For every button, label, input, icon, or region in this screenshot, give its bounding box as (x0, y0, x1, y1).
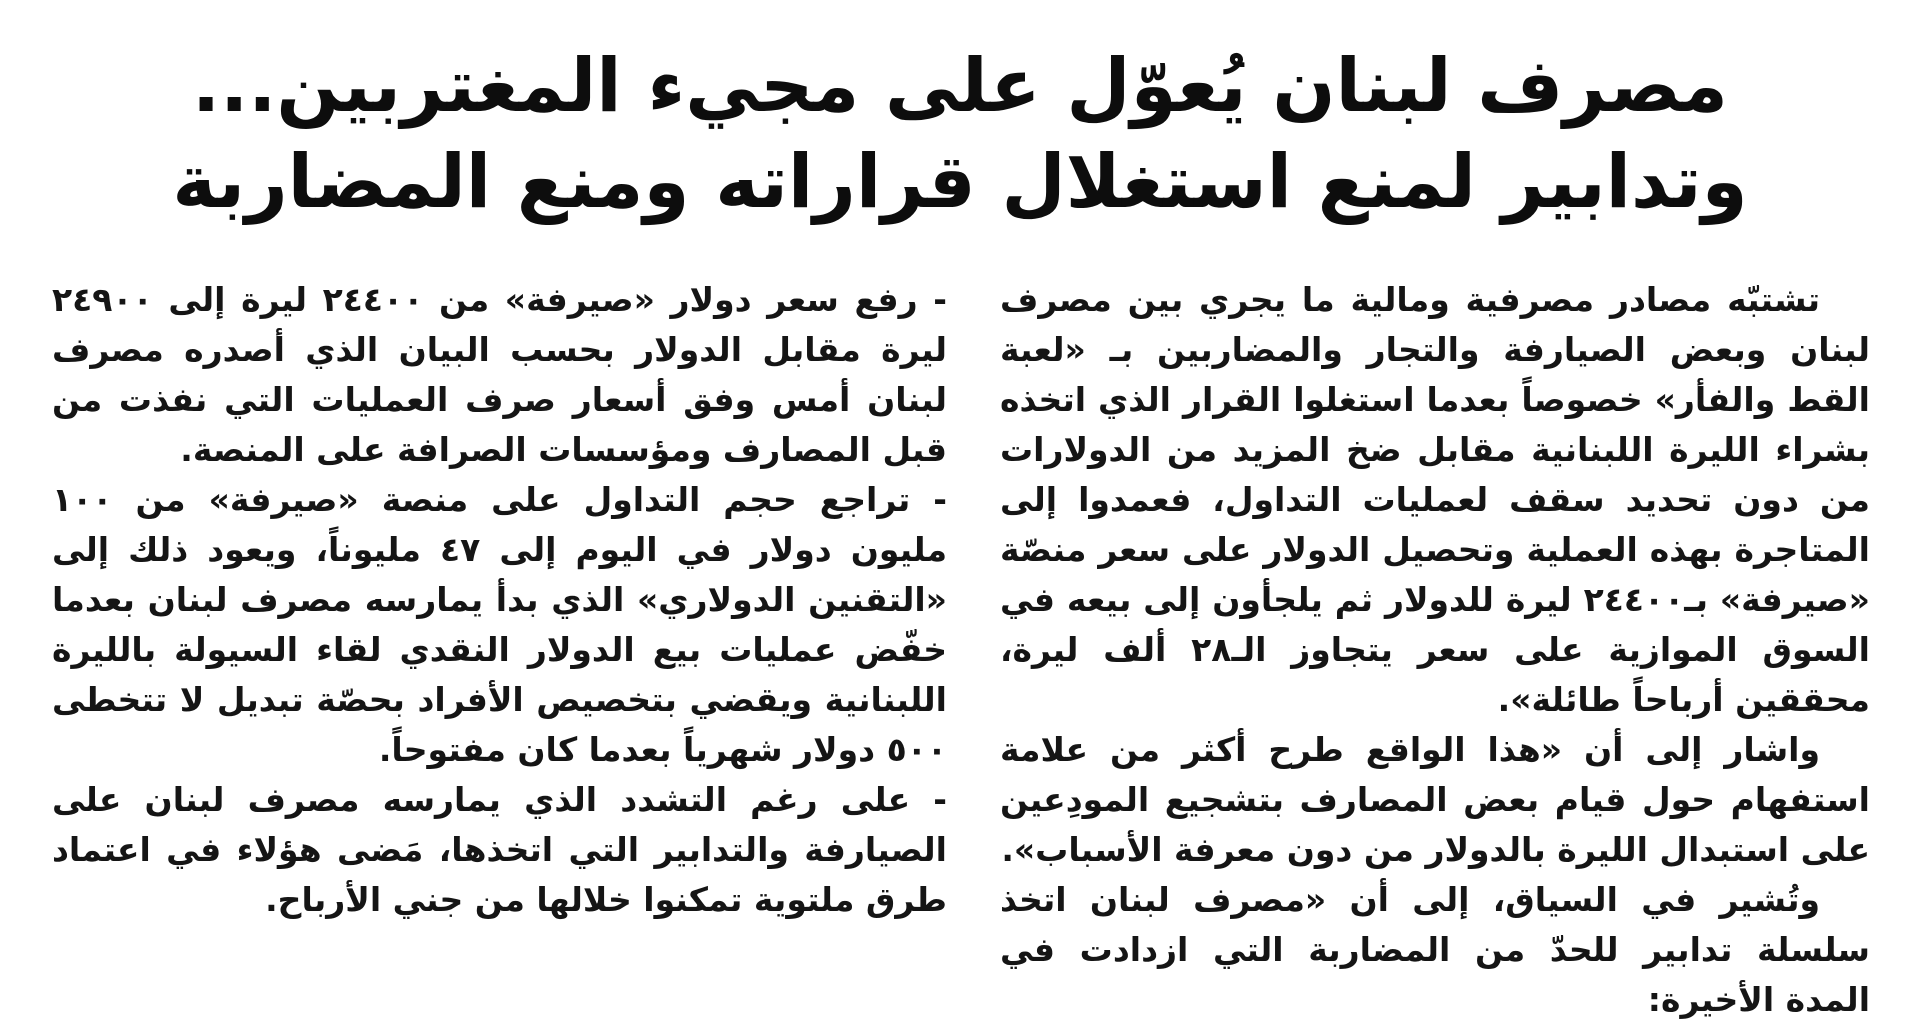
article-paragraph: وتُشير في السياق، إلى أن «مصرف لبنان اتخذ سلسلة تدابير للحدّ من المضاربة التي ازدادت في المدة الأخيرة: (1000, 880, 1870, 1019)
article-column-right (1000, 275, 1870, 1025)
headline-line-1: مصرف لبنان يُعوّل على مجيء المغتربين... (191, 43, 1728, 129)
article-paragraph: واشار إلى أن «هذا الواقع طرح أكثر من علامة استفهام حول قيام بعض المصارف بتشجيع المودِعين على استبدال الليرة بالدولار من دون معرفة الأسباب». (1000, 730, 1870, 869)
headline-line-2: وتدابير لمنع استغلال قراراته ومنع المضاربة (172, 139, 1748, 225)
article-list-item: - رفع سعر دولار «صيرفة» من ٢٤٤٠٠ ليرة إلى ٢٤٩٠٠ ليرة مقابل الدولار بحسب البيان الذي أصدره مصرف لبنان أمس وفق أسعار صرف العمليات التي نفذت من قبل المصارف ومؤسسات الصرافة على المنصة. (52, 280, 947, 469)
headline (60, 38, 1860, 230)
article-list-item: - على رغم التشدد الذي يمارسه مصرف لبنان على الصيارفة والتدابير التي اتخذها، مَضى هؤلاء في اعتماد طرق ملتوية تمكنوا خلالها من جني الأرباح. (52, 780, 947, 919)
article-list-item: - تراجع حجم التداول على منصة «صيرفة» من ١٠٠ مليون دولار في اليوم إلى ٤٧ مليوناً، ويعود ذلك إلى «التقنين الدولاري» الذي بدأ يمارسه مصرف لبنان بعدما خفّض عمليات بيع الدولار النقدي لقاء السيولة بالليرة اللبنانية ويقضي بتخصيص الأفراد بحصّة تبديل لا تتخطى ٥٠٠ دولار شهرياً بعدما كان مفتوحاً. (52, 480, 947, 769)
article-column-left (52, 275, 947, 925)
article-paragraph: تشتبّه مصادر مصرفية ومالية ما يجري بين مصرف لبنان وبعض الصيارفة والتجار والمضاربين بـ «لعبة القط والفأر» خصوصاً بعدما استغلوا القرار الذي اتخذه بشراء الليرة اللبنانية مقابل ضخ المزيد من الدولارات من دون تحديد سقف لعمليات التداول، فعمدوا إلى المتاجرة بهذه العملية وتحصيل الدولار على سعر منصّة «صيرفة» بـ٢٤٤٠٠ ليرة للدولار ثم يلجأون إلى بيعه في السوق الموازية على سعر يتجاوز الـ٢٨ ألف ليرة، محققين أرباحاً طائلة». (1000, 280, 1870, 719)
